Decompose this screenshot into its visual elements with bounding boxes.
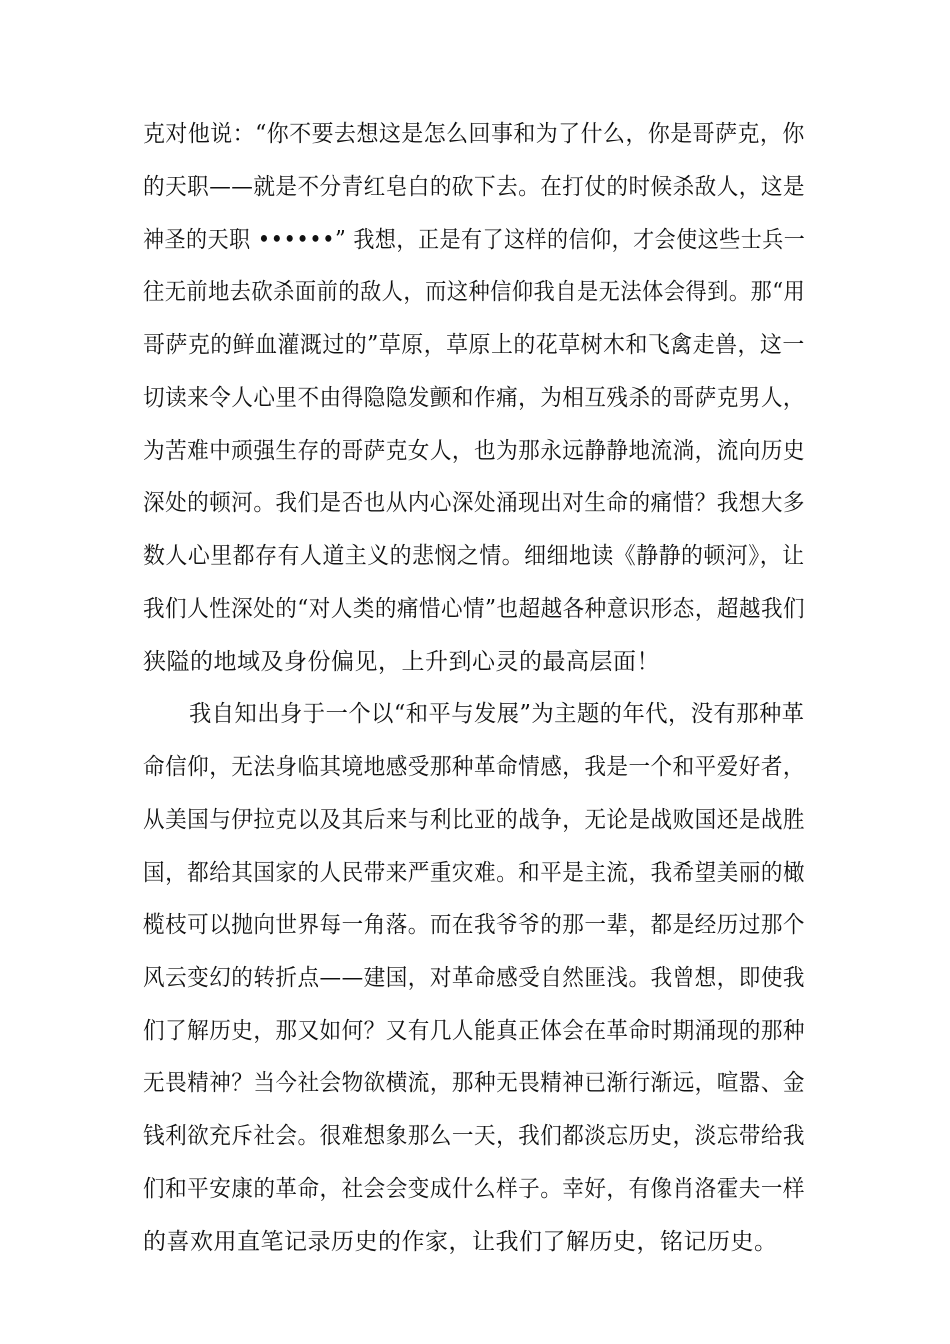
text-line: 从美国与伊拉克以及其后来与利比亚的战争，无论是战败国还是战胜 [143, 807, 805, 833]
text-line: 的天职——就是不分青红皂白的砍下去。在打仗的时候杀敌人，这是 [143, 174, 805, 200]
paragraph-first-line: 我自知出身于一个以“和平与发展”为主题的年代，没有那种革 [189, 701, 805, 727]
text-line: 命信仰，无法身临其境地感受那种革命情感，我是一个和平爱好者， [143, 754, 805, 780]
text-line: 无畏精神？当今社会物欲横流，那种无畏精神已渐行渐远，喧嚣、金 [143, 1070, 805, 1096]
text-line: 我们人性深处的“对人类的痛惜心情”也超越各种意识形态，超越我们 [143, 596, 806, 622]
text-line: 神圣的天职 ••••••” 我想，正是有了这样的信仰，才会使这些士兵一 [143, 227, 806, 253]
text-line: 数人心里都存有人道主义的悲悯之情。细细地读《静静的顿河》，让 [143, 543, 805, 569]
text-line: 哥萨克的鲜血灌溉过的”草原，草原上的花草树木和飞禽走兽，这一 [143, 332, 805, 358]
text-line: 国，都给其国家的人民带来严重灾难。和平是主流，我希望美丽的橄 [143, 860, 805, 886]
text-line: 风云变幻的转折点——建国，对革命感受自然匪浅。我曾想，即使我 [143, 965, 805, 991]
text-line: 往无前地去砍杀面前的敌人，而这种信仰我自是无法体会得到。那“用 [143, 279, 806, 305]
text-line: 深处的顿河。我们是否也从内心深处涌现出对生命的痛惜？我想大多 [143, 490, 805, 516]
text-line: 的喜欢用直笔记录历史的作家，让我们了解历史，铭记历史。 [143, 1229, 778, 1255]
text-line: 榄枝可以抛向世界每一角落。而在我爷爷的那一辈，都是经历过那个 [143, 912, 805, 938]
text-line: 们和平安康的革命，社会会变成什么样子。幸好，有像肖洛霍夫一样 [143, 1176, 805, 1202]
text-line: 切读来令人心里不由得隐隐发颤和作痛，为相互残杀的哥萨克男人， [143, 385, 805, 411]
text-line: 狭隘的地域及身份偏见，上升到心灵的最高层面！ [143, 649, 660, 675]
text-line: 为苦难中顽强生存的哥萨克女人，也为那永远静静地流淌，流向历史 [143, 438, 805, 464]
text-line: 克对他说：“你不要去想这是怎么回事和为了什么，你是哥萨克，你 [143, 121, 805, 147]
text-line: 们了解历史，那又如何？又有几人能真正体会在革命时期涌现的那种 [143, 1018, 805, 1044]
text-line: 钱利欲充斥社会。很难想象那么一天，我们都淡忘历史，淡忘带给我 [143, 1123, 805, 1149]
